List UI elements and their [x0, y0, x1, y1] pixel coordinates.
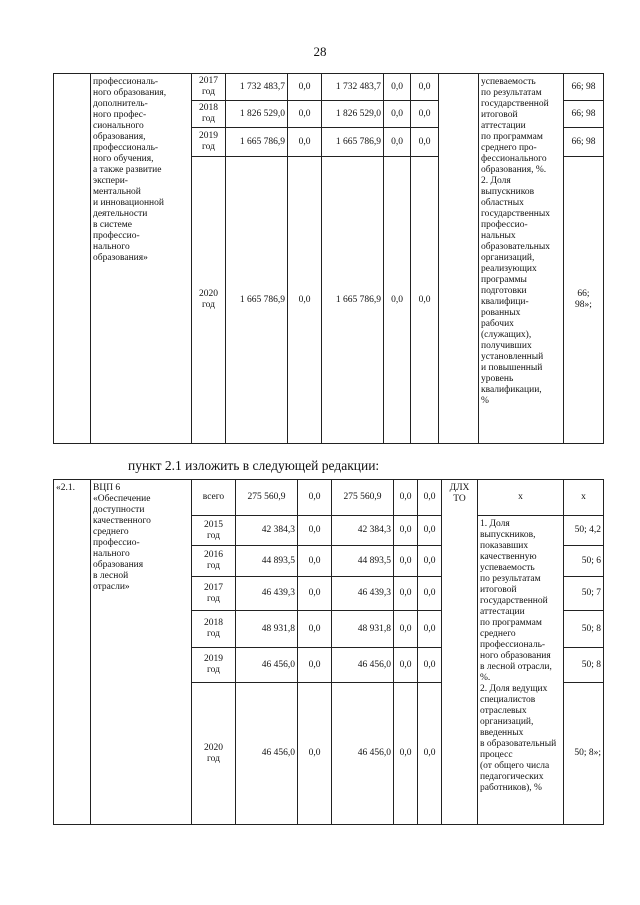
regional-cell: 46 439,3 [332, 577, 394, 611]
local-cell: 0,0 [394, 648, 418, 683]
year-cell: 2020 год [192, 157, 226, 444]
program-name-cell: ВЦП 6 «Обеспечение доступности качественного среднего профессио- нального образования в лесной отрасли» [91, 480, 192, 825]
program-name-cell: профессиональ- ного образования, дополнитель- ного профес- сионального образования, профессиональ- ного обучения, а также развитие экспери- ментальной и инновационной деятельности в системе профессио- нального образования» [91, 74, 192, 444]
federal-cell: 0,0 [288, 74, 322, 101]
regional-cell: 46 456,0 [332, 683, 394, 825]
local-cell: 0,0 [384, 128, 411, 157]
target-cell: 66; 98»; [564, 157, 604, 444]
federal-cell: 0,0 [298, 611, 332, 648]
other-cell: 0,0 [418, 683, 442, 825]
other-cell: 0,0 [418, 611, 442, 648]
other-cell: 0,0 [418, 516, 442, 546]
target-cell: 50; 6 [564, 546, 604, 577]
year-cell: 2018 год [192, 101, 226, 128]
year-cell: 2019 год [192, 648, 236, 683]
total-cell: 1 732 483,7 [226, 74, 288, 101]
federal-cell: 0,0 [298, 683, 332, 825]
other-cell: 0,0 [411, 101, 439, 128]
regional-cell: 48 931,8 [332, 611, 394, 648]
executor-cell [439, 74, 479, 444]
year-cell: 2016 год [192, 546, 236, 577]
regional-cell: 275 560,9 [332, 480, 394, 516]
total-cell: 42 384,3 [236, 516, 298, 546]
year-cell: 2017 год [192, 74, 226, 101]
local-cell: 0,0 [384, 101, 411, 128]
indicator-cell: 1. Доля выпускников, показавших качественную успеваемость по результатам итоговой государственной аттестации по программам среднего профессиональ- ного образования в лесной отрасли, %. 2. Доля ведущих специалистов отраслевых организаций, введенных в образовательный процесс (от общего числа педагогических работников), % [478, 516, 564, 825]
year-cell: всего [192, 480, 236, 516]
regional-cell: 1 665 786,9 [322, 157, 384, 444]
regional-cell: 1 665 786,9 [322, 128, 384, 157]
total-cell: 46 456,0 [236, 648, 298, 683]
other-cell: 0,0 [418, 480, 442, 516]
target-cell: 66; 98 [564, 74, 604, 101]
total-cell: 1 665 786,9 [226, 157, 288, 444]
target-cell: 50; 8»; [564, 683, 604, 825]
target-cell: 50; 4,2 [564, 516, 604, 546]
federal-cell: 0,0 [298, 546, 332, 577]
amendment-heading: пункт 2.1 изложить в следующей редакции: [128, 458, 380, 473]
federal-cell: 0,0 [298, 480, 332, 516]
total-cell: 1 665 786,9 [226, 128, 288, 157]
indicator-cell: успеваемость по результатам государственной итоговой аттестации по программам среднего про- фессионального образования, %. 2. Доля выпускников областных государственных профессио- нальных образовательных организаций, реализующих программы подготовки квалифици- рованных рабочих (служащих), получивших установленный и повышенный уровень квалификации, % [479, 74, 564, 444]
target-cell: 50; 7 [564, 577, 604, 611]
other-cell: 0,0 [418, 648, 442, 683]
target-cell: х [564, 480, 604, 516]
page-number: 28 [313, 44, 327, 59]
local-cell: 0,0 [394, 683, 418, 825]
program-table-2-1 [53, 479, 604, 825]
other-cell: 0,0 [411, 157, 439, 444]
year-cell: 2020 год [192, 683, 236, 825]
regional-cell: 1 732 483,7 [322, 74, 384, 101]
target-cell: 50; 8 [564, 611, 604, 648]
number-cell: «2.1. [54, 480, 91, 825]
year-cell: 2018 год [192, 611, 236, 648]
federal-cell: 0,0 [288, 101, 322, 128]
federal-cell: 0,0 [288, 157, 322, 444]
regional-cell: 44 893,5 [332, 546, 394, 577]
program-table-continued [53, 73, 604, 444]
local-cell: 0,0 [384, 157, 411, 444]
local-cell: 0,0 [394, 480, 418, 516]
total-cell: 46 439,3 [236, 577, 298, 611]
other-cell: 0,0 [418, 546, 442, 577]
total-cell: 48 931,8 [236, 611, 298, 648]
local-cell: 0,0 [394, 546, 418, 577]
other-cell: 0,0 [418, 577, 442, 611]
table-row [54, 480, 604, 516]
federal-cell: 0,0 [298, 648, 332, 683]
local-cell: 0,0 [384, 74, 411, 101]
executor-cell: ДЛХ ТО [442, 480, 478, 825]
total-cell: 46 456,0 [236, 683, 298, 825]
regional-cell: 42 384,3 [332, 516, 394, 546]
target-cell: 50; 8 [564, 648, 604, 683]
number-cell [54, 74, 91, 444]
year-cell: 2015 год [192, 516, 236, 546]
local-cell: 0,0 [394, 516, 418, 546]
regional-cell: 1 826 529,0 [322, 101, 384, 128]
other-cell: 0,0 [411, 128, 439, 157]
local-cell: 0,0 [394, 577, 418, 611]
target-cell: 66; 98 [564, 101, 604, 128]
table-row [54, 74, 604, 101]
year-cell: 2017 год [192, 577, 236, 611]
local-cell: 0,0 [394, 611, 418, 648]
indicator-cell: х [478, 480, 564, 516]
regional-cell: 46 456,0 [332, 648, 394, 683]
other-cell: 0,0 [411, 74, 439, 101]
target-cell: 66; 98 [564, 128, 604, 157]
total-cell: 1 826 529,0 [226, 101, 288, 128]
federal-cell: 0,0 [298, 577, 332, 611]
federal-cell: 0,0 [288, 128, 322, 157]
total-cell: 275 560,9 [236, 480, 298, 516]
total-cell: 44 893,5 [236, 546, 298, 577]
year-cell: 2019 год [192, 128, 226, 157]
federal-cell: 0,0 [298, 516, 332, 546]
